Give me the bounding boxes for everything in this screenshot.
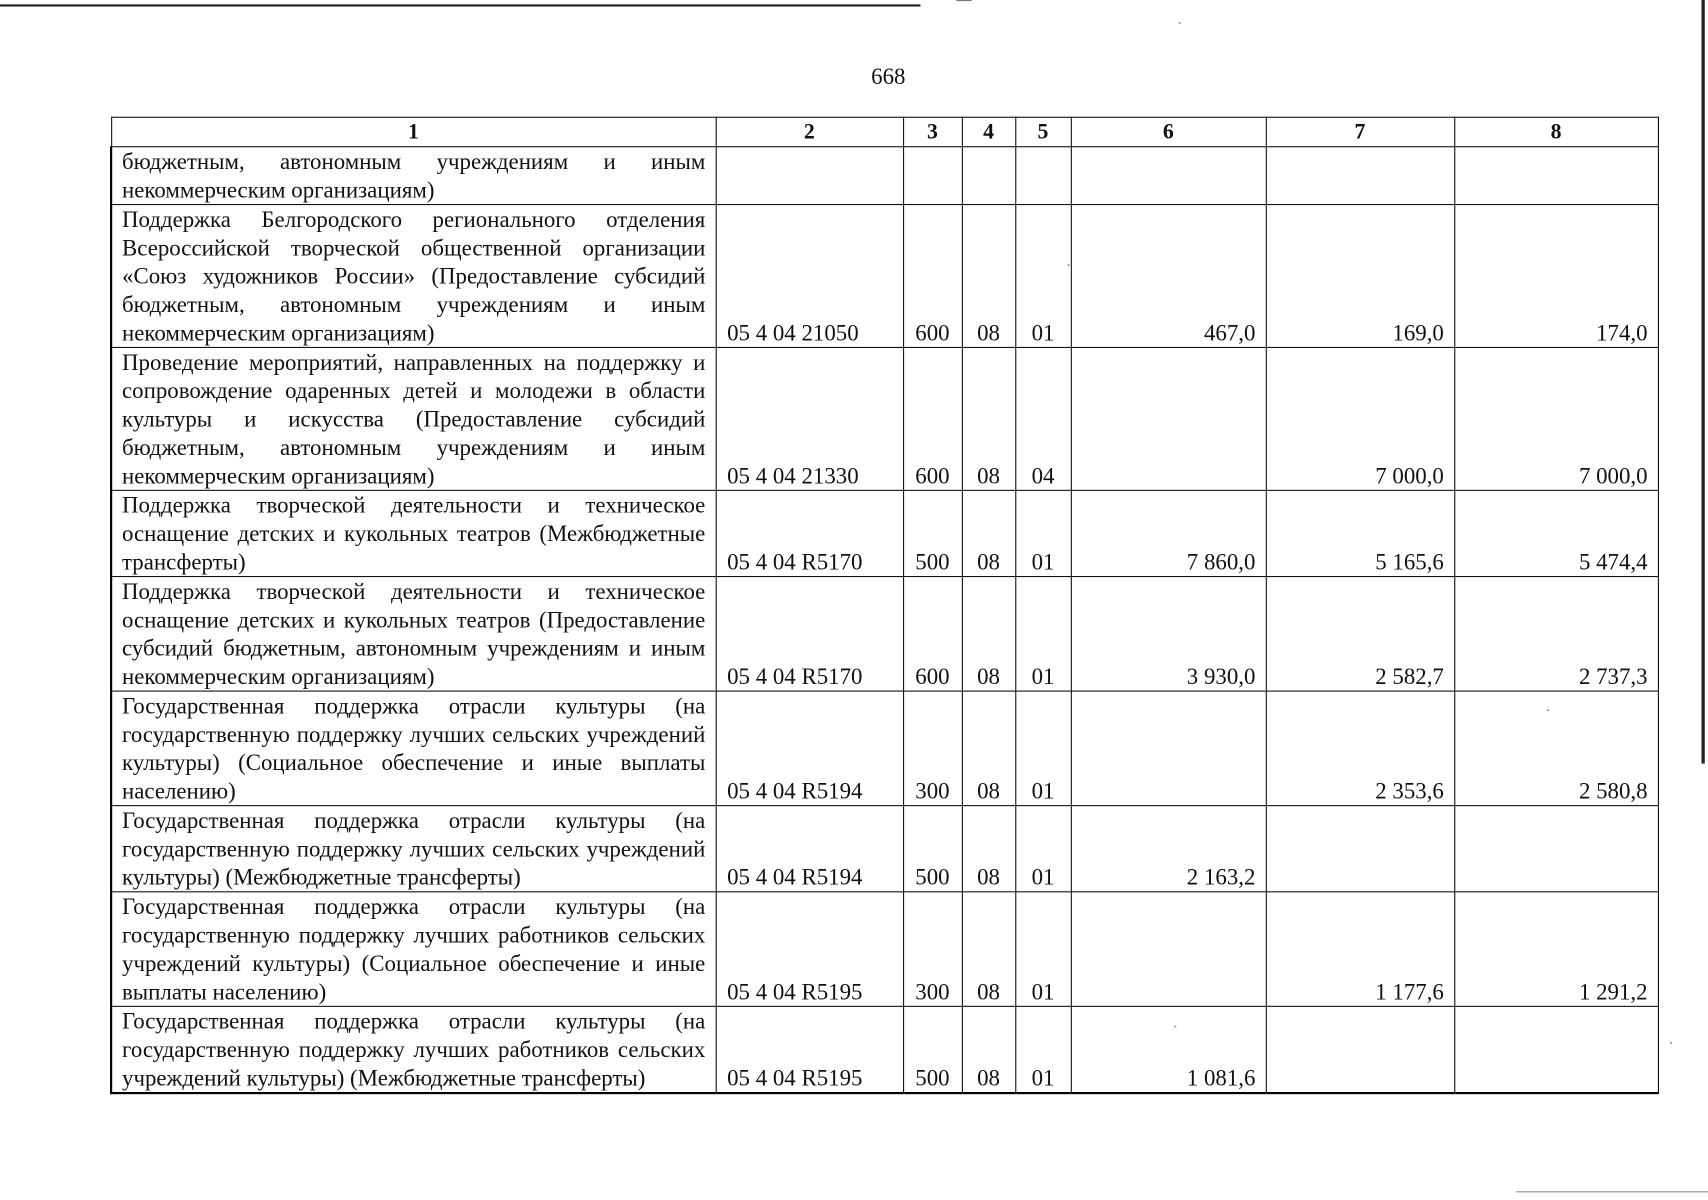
amount-col-6 xyxy=(1071,892,1266,1007)
target-article-code: 05 4 04 R5194 xyxy=(716,806,903,892)
subsection-code: 01 xyxy=(1015,205,1071,348)
amount-col-8: 7 000,0 xyxy=(1454,347,1658,490)
scan-speck xyxy=(1179,22,1181,24)
column-header-row xyxy=(111,117,1658,146)
subsection-code xyxy=(1015,147,1071,205)
expense-type-code: 600 xyxy=(903,577,962,692)
subsection-code: 01 xyxy=(1015,577,1071,692)
scan-border-line xyxy=(956,0,971,1)
section-code: 08 xyxy=(962,205,1015,348)
target-article-code: 05 4 04 21050 xyxy=(716,205,903,348)
row-description: Поддержка Белгородского регионального отделения Всероссийской творческой общественной организации «Союз художников России» (Предоставление субсидий бюджетным, автономным учреждениям и иным некоммерческим организациям) xyxy=(111,205,716,348)
row-description: Государственная поддержка отрасли культуры (на государственную поддержку лучших работников сельских учреждений культуры) (Межбюджетные трансферты) xyxy=(111,1006,716,1093)
amount-col-8: 2 580,8 xyxy=(1454,691,1658,806)
section-code: 08 xyxy=(962,490,1015,576)
section-code: 08 xyxy=(962,1006,1015,1093)
column-header: 6 xyxy=(1071,117,1266,146)
column-header: 5 xyxy=(1015,117,1071,146)
amount-col-8 xyxy=(1454,806,1658,892)
expense-type-code: 600 xyxy=(903,347,962,490)
row-description: Государственная поддержка отрасли культуры (на государственную поддержку лучших работников сельских учреждений культуры) (Социальное обеспечение и иные выплаты населению) xyxy=(111,892,716,1007)
amount-col-6 xyxy=(1071,147,1266,205)
expense-type-code: 300 xyxy=(903,691,962,806)
section-code: 08 xyxy=(962,347,1015,490)
column-header: 4 xyxy=(962,117,1015,146)
subsection-code: 01 xyxy=(1015,1006,1071,1093)
expense-type-code: 500 xyxy=(903,806,962,892)
row-description: Проведение мероприятий, направленных на поддержку и сопровождение одаренных детей и молодежи в области культуры и искусства (Предоставление субсидий бюджетным, автономным учреждениям и иным некоммерческим организациям) xyxy=(111,347,716,490)
scan-border-line xyxy=(1701,0,1704,764)
budget-table xyxy=(110,117,1658,1094)
table-row xyxy=(111,490,1658,576)
table-row xyxy=(111,892,1658,1007)
column-header: 1 xyxy=(111,117,716,146)
column-header: 8 xyxy=(1454,117,1658,146)
target-article-code xyxy=(716,147,903,205)
table-row xyxy=(111,806,1658,892)
scan-border-line xyxy=(1516,1191,1708,1192)
row-description: Поддержка творческой деятельности и техническое оснащение детских и кукольных театров (Предоставление субсидий бюджетным, автономным учреждениям и иным некоммерческим организациям) xyxy=(111,577,716,692)
expense-type-code xyxy=(903,147,962,205)
amount-col-6: 7 860,0 xyxy=(1071,490,1266,576)
section-code: 08 xyxy=(962,806,1015,892)
amount-col-7 xyxy=(1266,1006,1454,1093)
amount-col-8 xyxy=(1454,1006,1658,1093)
column-header: 7 xyxy=(1266,117,1454,146)
expense-type-code: 300 xyxy=(903,892,962,1007)
expense-type-code: 500 xyxy=(903,490,962,576)
amount-col-7: 1 177,6 xyxy=(1266,892,1454,1007)
amount-col-6: 1 081,6 xyxy=(1071,1006,1266,1093)
section-code: 08 xyxy=(962,577,1015,692)
subsection-code: 01 xyxy=(1015,691,1071,806)
amount-col-8: 2 737,3 xyxy=(1454,577,1658,692)
amount-col-6: 2 163,2 xyxy=(1071,806,1266,892)
subsection-code: 01 xyxy=(1015,806,1071,892)
target-article-code: 05 4 04 R5194 xyxy=(716,691,903,806)
amount-col-8: 1 291,2 xyxy=(1454,892,1658,1007)
amount-col-7: 2 353,6 xyxy=(1266,691,1454,806)
scan-speck xyxy=(1670,1042,1672,1044)
subsection-code: 01 xyxy=(1015,490,1071,576)
target-article-code: 05 4 04 R5170 xyxy=(716,577,903,692)
amount-col-7: 169,0 xyxy=(1266,205,1454,348)
target-article-code: 05 4 04 R5195 xyxy=(716,1006,903,1093)
amount-col-7: 5 165,6 xyxy=(1266,490,1454,576)
subsection-code: 01 xyxy=(1015,892,1071,1007)
amount-col-7 xyxy=(1266,806,1454,892)
amount-col-6: 467,0 xyxy=(1071,205,1266,348)
target-article-code: 05 4 04 R5170 xyxy=(716,490,903,576)
amount-col-7: 7 000,0 xyxy=(1266,347,1454,490)
table-row xyxy=(111,205,1658,348)
section-code xyxy=(962,147,1015,205)
subsection-code: 04 xyxy=(1015,347,1071,490)
amount-col-6: 3 930,0 xyxy=(1071,577,1266,692)
amount-col-6 xyxy=(1071,691,1266,806)
page-number: 668 xyxy=(871,63,906,90)
target-article-code: 05 4 04 R5195 xyxy=(716,892,903,1007)
amount-col-7 xyxy=(1266,147,1454,205)
scan-border-line xyxy=(0,4,920,6)
table-row xyxy=(111,691,1658,806)
table-row xyxy=(111,577,1658,692)
amount-col-8 xyxy=(1454,147,1658,205)
row-description: Государственная поддержка отрасли культуры (на государственную поддержку лучших сельских учреждений культуры) (Межбюджетные трансферты) xyxy=(111,806,716,892)
amount-col-8: 174,0 xyxy=(1454,205,1658,348)
target-article-code: 05 4 04 21330 xyxy=(716,347,903,490)
row-description: Поддержка творческой деятельности и техническое оснащение детских и кукольных театров (Межбюджетные трансферты) xyxy=(111,490,716,576)
table-row xyxy=(111,1006,1658,1093)
table-row xyxy=(111,347,1658,490)
column-header: 2 xyxy=(716,117,903,146)
column-header: 3 xyxy=(903,117,962,146)
section-code: 08 xyxy=(962,691,1015,806)
section-code: 08 xyxy=(962,892,1015,1007)
amount-col-7: 2 582,7 xyxy=(1266,577,1454,692)
expense-type-code: 500 xyxy=(903,1006,962,1093)
table-row xyxy=(111,147,1658,205)
row-description: Государственная поддержка отрасли культуры (на государственную поддержку лучших сельских учреждений культуры) (Социальное обеспечение и иные выплаты населению) xyxy=(111,691,716,806)
row-description: бюджетным, автономным учреждениям и иным некоммерческим организациям) xyxy=(111,147,716,205)
amount-col-8: 5 474,4 xyxy=(1454,490,1658,576)
expense-type-code: 600 xyxy=(903,205,962,348)
amount-col-6 xyxy=(1071,347,1266,490)
